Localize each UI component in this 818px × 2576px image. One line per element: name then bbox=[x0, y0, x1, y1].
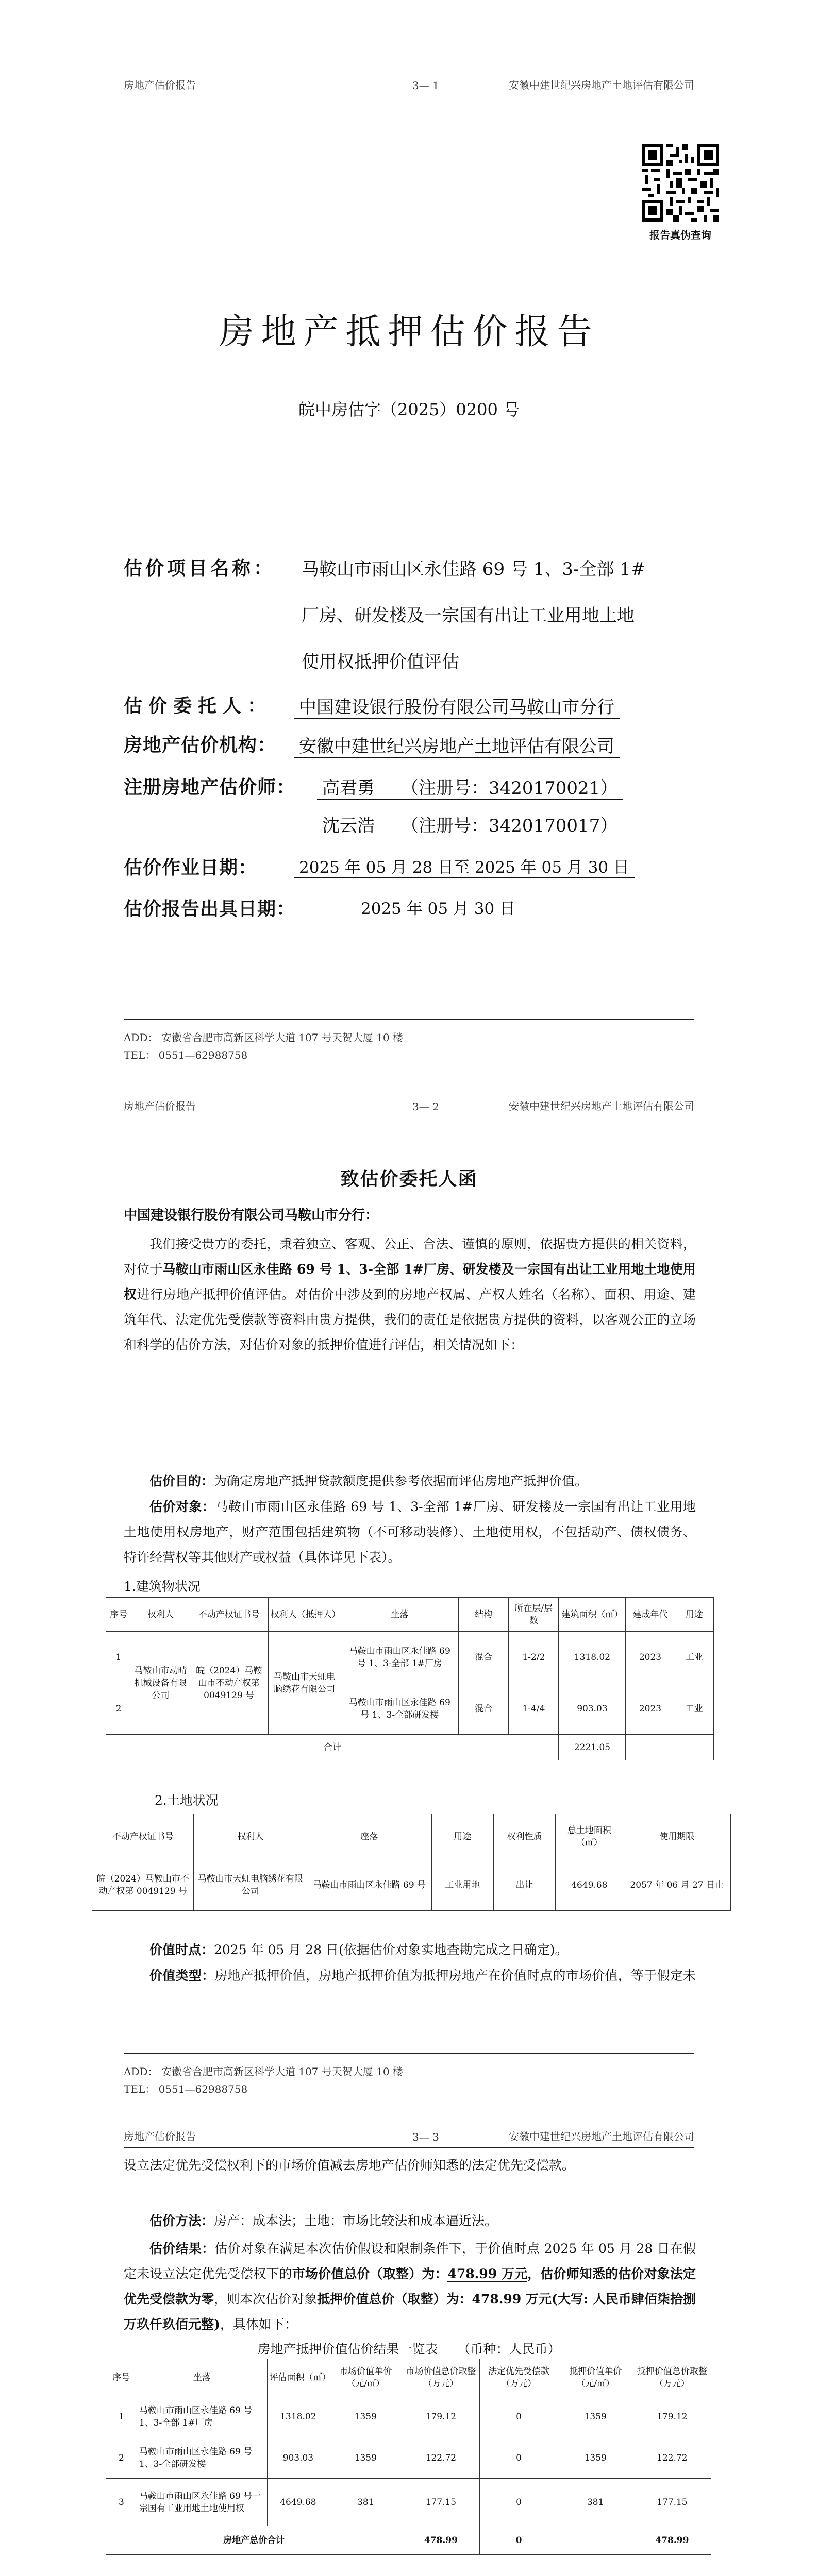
building-header-cell: 用途 bbox=[675, 1598, 713, 1632]
total-label: 合计 bbox=[106, 1735, 559, 1760]
value-date-label: 价值时点： bbox=[149, 1942, 214, 1957]
cell: 出让 bbox=[493, 1859, 555, 1911]
project-line-3: 使用权抵押价值评估 bbox=[302, 652, 459, 672]
summary-total-market: 478.99 bbox=[402, 2526, 480, 2555]
cell: 马鞍山市雨山区永佳路 69 号 1、3-全部研发楼 bbox=[137, 2437, 267, 2479]
header-page-no: 3— 1 bbox=[412, 79, 439, 92]
table-row bbox=[106, 2479, 711, 2526]
result-label: 估价结果： bbox=[149, 2241, 215, 2256]
cell: 马鞍山市雨山区永佳路 69 号 1、3-全部 1#厂房 bbox=[341, 1632, 458, 1683]
purpose-paragraph bbox=[124, 1468, 696, 1494]
summary-total-mortgage: 478.99 bbox=[633, 2526, 711, 2555]
land-header-cell: 总土地面积（㎡） bbox=[556, 1814, 623, 1859]
cell: 皖（2024）马鞍山市不动产权第 0049129 号 bbox=[190, 1632, 268, 1735]
result-text-3: ，具体如下： bbox=[220, 2317, 297, 2332]
table-total-row bbox=[106, 2526, 711, 2555]
result-market-value: 478.99 万元 bbox=[447, 2266, 528, 2281]
page-header bbox=[124, 77, 694, 96]
table-row bbox=[106, 2396, 711, 2437]
cell: 1359 bbox=[558, 2396, 633, 2437]
land-header-cell: 权利人 bbox=[194, 1814, 307, 1859]
summary-header-cell: 市场价值总价取整（万元） bbox=[402, 2359, 480, 2396]
building-header-cell: 权利人（抵押人） bbox=[268, 1598, 341, 1632]
result-mortgage-value: 478.99 万元 bbox=[472, 2292, 552, 2307]
header-page-no: 3— 3 bbox=[412, 2131, 439, 2143]
purpose-label: 估价目的： bbox=[149, 1473, 214, 1488]
cell: 1318.02 bbox=[559, 1632, 626, 1683]
land-section-title: 2.土地状况 bbox=[155, 1793, 219, 1808]
period-value: 2025 年 05 月 28 日至 2025 年 05 月 30 日 bbox=[294, 854, 635, 878]
qr-caption: 报告真伪查询 bbox=[649, 229, 711, 241]
footer-tel: TEL： 0551—62988758 bbox=[124, 1049, 248, 1061]
object-text: 马鞍山市雨山区永佳路 69 号 1、3-全部 1#厂房、研发楼及一宗国有出让工业用地土地使用权房地产，财产范围包括建筑物（不可移动装修）、土地使用权，不包括动产、债权债务、特许经营权等其他财产或权益（具体详见下表）。 bbox=[124, 1499, 696, 1565]
land-header-cell: 不动产权证书号 bbox=[92, 1814, 194, 1859]
cell: 1 bbox=[106, 2396, 137, 2437]
report-title: 房地产抵押估价报告 bbox=[219, 312, 599, 352]
total-value: 2221.05 bbox=[559, 1735, 626, 1760]
summary-header-cell: 抵押价值总价取整（万元） bbox=[633, 2359, 711, 2396]
result-uppercase: (大写: 人民币肆佰柒拾捌万玖仟玖佰元整) bbox=[124, 2292, 696, 2332]
header-right: 安徽中建世纪兴房地产土地评估有限公司 bbox=[509, 1100, 694, 1112]
intro-text-2: 进行房地产抵押价值评估。对估价中涉及到的房地产权属、产权人姓名（名称）、面积、用途、建筑年代、法定优先受偿款等资料由贵方提供，我们的责任是依据贵方提供的资料，以客观公正的立场和科学的估价方法，对估价对象的抵押价值进行评估，相关情况如下： bbox=[124, 1287, 696, 1352]
header-right: 安徽中建世纪兴房地产土地评估有限公司 bbox=[509, 79, 694, 91]
header-left: 房地产估价报告 bbox=[124, 2130, 196, 2143]
cell: 179.12 bbox=[633, 2396, 711, 2437]
cell: 122.72 bbox=[402, 2437, 480, 2479]
letter-page-1 bbox=[0, 1087, 818, 2123]
table-row bbox=[92, 1859, 731, 1911]
cell: 381 bbox=[558, 2479, 633, 2526]
value-type-paragraph bbox=[124, 1963, 696, 1988]
intro-object: 马鞍山市雨山区永佳路 69 号 1、3-全部 1#厂房、研发楼及一宗国有出让工业用地土地使用权 bbox=[124, 1262, 696, 1302]
building-header-cell: 建成年代 bbox=[626, 1598, 675, 1632]
footer-address: ADD： 安徽省合肥市高新区科学大道 107 号天贺大厦 10 楼 bbox=[124, 2065, 403, 2078]
cell: 381 bbox=[329, 2479, 402, 2526]
land-header-cell: 座落 bbox=[307, 1814, 432, 1859]
cell: 2023 bbox=[626, 1683, 675, 1735]
table-row bbox=[106, 1632, 714, 1683]
cell: 皖（2024）马鞍山市不动产权第 0049129 号 bbox=[92, 1859, 194, 1911]
cell: 122.72 bbox=[633, 2437, 711, 2479]
cell: 1318.02 bbox=[267, 2396, 329, 2437]
cell: 1359 bbox=[329, 2437, 402, 2479]
table-total-row bbox=[106, 1735, 714, 1760]
summary-header-cell: 法定优先受偿款（万元） bbox=[480, 2359, 558, 2396]
header-left: 房地产估价报告 bbox=[124, 1100, 196, 1112]
result-paragraph bbox=[124, 2236, 696, 2337]
land-table bbox=[92, 1814, 731, 1911]
page-footer bbox=[124, 1019, 694, 1064]
land-header-cell: 权利性质 bbox=[493, 1814, 555, 1859]
cell: 工业 bbox=[675, 1683, 713, 1735]
cell: 2023 bbox=[626, 1632, 675, 1683]
report-number: 皖中房估字（2025）0200 号 bbox=[298, 400, 520, 419]
project-line-1: 马鞍山市雨山区永佳路 69 号 1、3-全部 1# bbox=[302, 559, 646, 580]
building-header-cell: 序号 bbox=[106, 1598, 131, 1632]
footer-tel: TEL： 0551—62988758 bbox=[124, 2083, 248, 2095]
empty-cell bbox=[558, 2526, 633, 2555]
header-left: 房地产估价报告 bbox=[124, 79, 196, 91]
letter-addressee: 中国建设银行股份有限公司马鞍山市分行： bbox=[124, 1208, 379, 1223]
header-page-no: 3— 2 bbox=[412, 1100, 439, 1113]
value-type-continued-text bbox=[124, 2153, 696, 2178]
object-label: 估价对象： bbox=[149, 1499, 215, 1514]
method-paragraph bbox=[124, 2208, 696, 2233]
summary-total-label: 房地产总价合计 bbox=[106, 2526, 402, 2555]
value-type-text: 房地产抵押价值，房地产抵押价值为抵押房地产在价值时点的市场价值，等于假定未 bbox=[214, 1968, 696, 1983]
appraiser-2: 沈云浩 （注册号：3420170017） bbox=[317, 811, 623, 837]
cell: 1359 bbox=[558, 2437, 633, 2479]
building-section-title: 1.建筑物状况 bbox=[124, 1579, 201, 1594]
cell: 马鞍山市雨山区永佳路 69 号 1、3-全部研发楼 bbox=[341, 1683, 458, 1735]
cell: 工业用地 bbox=[431, 1859, 493, 1911]
cell: 工业 bbox=[675, 1632, 713, 1683]
cell: 0 bbox=[480, 2396, 558, 2437]
summary-header-cell: 序号 bbox=[106, 2359, 137, 2396]
purpose-text: 为确定房地产抵押贷款额度提供参考依据而评估房地产抵押价值。 bbox=[214, 1473, 588, 1488]
cover-page bbox=[0, 0, 818, 1087]
cell: 马鞍山市动晴机械设备有限公司 bbox=[131, 1632, 190, 1735]
empty-cell bbox=[626, 1735, 675, 1760]
project-label: 估价项目名称： bbox=[124, 557, 276, 579]
summary-header-cell: 坐落 bbox=[137, 2359, 267, 2396]
org-label: 房地产估价机构： bbox=[124, 734, 277, 756]
client-value: 中国建设银行股份有限公司马鞍山市分行 bbox=[294, 693, 620, 719]
page-header bbox=[124, 1098, 694, 1117]
cell: 2 bbox=[106, 2437, 137, 2479]
cell: 3 bbox=[106, 2479, 137, 2526]
project-line-2: 厂房、研发楼及一宗国有出让工业用地土地 bbox=[302, 605, 635, 626]
summary-header-cell: 评估面积（㎡） bbox=[267, 2359, 329, 2396]
summary-table-title bbox=[0, 2339, 818, 2358]
client-label: 估价委托人： bbox=[124, 695, 273, 717]
building-table bbox=[106, 1597, 714, 1760]
cell: 马鞍山市雨山区永佳路 69 号一宗国有工业用地土地使用权 bbox=[137, 2479, 267, 2526]
cell: 1-4/4 bbox=[509, 1683, 559, 1735]
table-row bbox=[106, 2437, 711, 2479]
value-type-text: 设立法定优先受偿权利下的市场价值减去房地产估价师知悉的法定优先受偿款。 bbox=[124, 2158, 575, 2173]
period-label: 估价作业日期： bbox=[124, 857, 258, 878]
land-header-cell: 使用期限 bbox=[623, 1814, 731, 1859]
land-header-cell: 用途 bbox=[431, 1814, 493, 1859]
building-header-cell: 坐落 bbox=[341, 1598, 458, 1632]
result-text-2: ，则本次估价对象 bbox=[214, 2292, 318, 2307]
result-market-label: 市场价值总价（取整）为： bbox=[292, 2266, 448, 2281]
value-type-label: 价值类型： bbox=[149, 1968, 215, 1983]
cell: 177.15 bbox=[633, 2479, 711, 2526]
building-header-cell: 权利人 bbox=[131, 1598, 190, 1632]
cell: 混合 bbox=[458, 1683, 508, 1735]
method-label: 估价方法： bbox=[149, 2213, 214, 2228]
issue-label: 估价报告出具日期： bbox=[124, 898, 296, 920]
appraiser-label: 注册房地产估价师： bbox=[124, 776, 296, 798]
cell: 903.03 bbox=[559, 1683, 626, 1735]
cell: 0 bbox=[480, 2437, 558, 2479]
letter-heading: 致估价委托人函 bbox=[340, 1168, 478, 1190]
appraiser-1: 高君勇 （注册号：3420170021） bbox=[317, 774, 623, 800]
issue-value: 2025 年 05 月 30 日 bbox=[309, 895, 567, 919]
cell: 马鞍山市雨山区永佳路 69 号 1、3-全部 1#厂房 bbox=[137, 2396, 267, 2437]
cell: 1 bbox=[106, 1632, 131, 1683]
page-footer bbox=[124, 2053, 694, 2098]
cell: 马鞍山市天虹电脑绣花有限公司 bbox=[268, 1632, 341, 1735]
building-header-cell: 建筑面积（㎡） bbox=[559, 1598, 626, 1632]
summary-header-cell: 抵押价值单价（元/㎡） bbox=[558, 2359, 633, 2396]
cell: 马鞍山市雨山区永佳路 69 号 bbox=[307, 1859, 432, 1911]
page-header bbox=[124, 2129, 694, 2148]
result-mortgage-label: 抵押价值总价（取整）为： bbox=[317, 2292, 472, 2307]
intro-text-1: 我们接受贵方的委托，秉着独立、客观、公正、合法、谨慎的原则，依据贵方提供的相关资料，对位于 bbox=[124, 1236, 696, 1277]
summary-title: 房地产抵押价值估价结果一览表 bbox=[257, 2342, 438, 2357]
letter-page-2 bbox=[0, 2123, 818, 2576]
cell: 2057 年 06 月 27 日止 bbox=[623, 1859, 731, 1911]
summary-table bbox=[106, 2359, 711, 2555]
cell: 混合 bbox=[458, 1632, 508, 1683]
cell: 4649.68 bbox=[556, 1859, 623, 1911]
value-date-paragraph bbox=[124, 1937, 696, 1962]
building-header-cell: 不动产权证书号 bbox=[190, 1598, 268, 1632]
cell: 马鞍山市天虹电脑绣花有限公司 bbox=[194, 1859, 307, 1911]
summary-unit: （币种：人民币） bbox=[457, 2342, 561, 2357]
value-date-text: 2025 年 05 月 28 日(依据估价对象实地查勘完成之日确定)。 bbox=[214, 1942, 568, 1957]
cell: 1359 bbox=[329, 2396, 402, 2437]
object-paragraph bbox=[124, 1494, 696, 1570]
summary-total-priority: 0 bbox=[480, 2526, 558, 2555]
summary-header-cell: 市场价值单价（元/㎡） bbox=[329, 2359, 402, 2396]
cell: 4649.68 bbox=[267, 2479, 329, 2526]
cell: 177.15 bbox=[402, 2479, 480, 2526]
value-type-continued bbox=[124, 2153, 696, 2203]
building-header-cell: 结构 bbox=[458, 1598, 508, 1632]
cell: 179.12 bbox=[402, 2396, 480, 2437]
intro-paragraph bbox=[124, 1231, 696, 1358]
org-value: 安徽中建世纪兴房地产土地评估有限公司 bbox=[294, 732, 620, 758]
empty-cell bbox=[675, 1735, 713, 1760]
method-text: 房产：成本法；土地：市场比较法和成本逼近法。 bbox=[214, 2213, 498, 2228]
header-right: 安徽中建世纪兴房地产土地评估有限公司 bbox=[509, 2130, 694, 2143]
footer-address: ADD： 安徽省合肥市高新区科学大道 107 号天贺大厦 10 楼 bbox=[124, 1031, 403, 1044]
cell: 2 bbox=[106, 1683, 131, 1735]
result-priority-text: ，估价师知悉的估价对象法定优先受偿款为零 bbox=[124, 2266, 696, 2307]
cell: 903.03 bbox=[267, 2437, 329, 2479]
cell: 0 bbox=[480, 2479, 558, 2526]
result-text-1: 估价对象在满足本次估价假设和限制条件下，于价值时点 2025 年 05 月 28 日在假定未设立法定优先受偿权下的 bbox=[124, 2241, 696, 2281]
qr-code-icon[interactable] bbox=[642, 144, 719, 222]
building-header-cell: 所在层/层数 bbox=[509, 1598, 559, 1632]
cell: 1-2/2 bbox=[509, 1632, 559, 1683]
